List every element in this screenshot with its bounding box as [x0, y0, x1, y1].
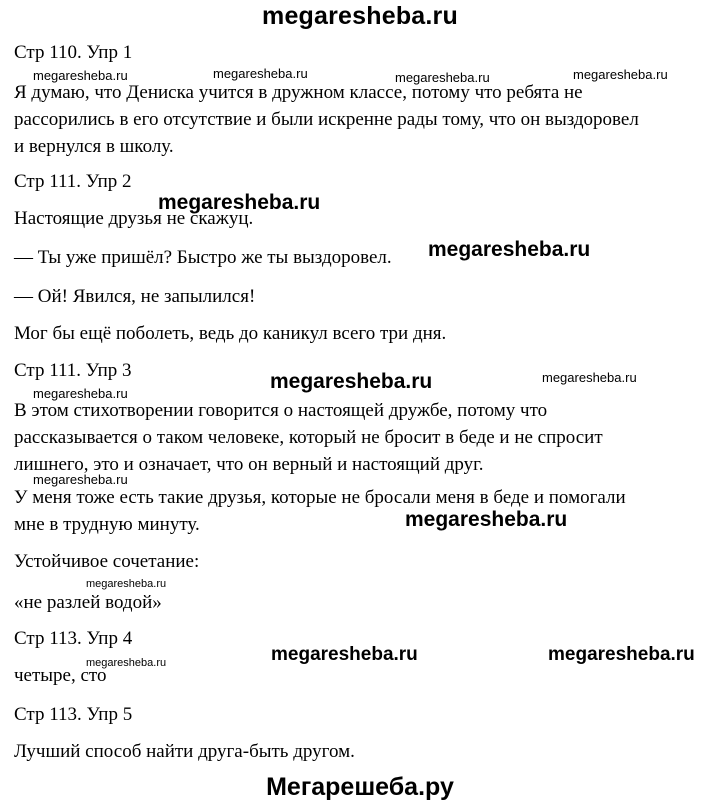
watermark: megaresheba.ru — [548, 644, 695, 665]
paragraph: У меня тоже есть такие друзья, которые не бросали меня в беде и помогали мне в трудную минуту. — [14, 487, 626, 535]
watermark: megaresheba.ru — [33, 68, 128, 83]
watermark: megaresheba.ru — [158, 191, 321, 214]
paragraph: четыре, сто — [14, 665, 107, 686]
watermark: megaresheba.ru — [86, 578, 167, 590]
paragraph: В этом стихотворении говорится о настоящей дружбе, потому что рассказывается о таком человеке, который не бросит в беде и не спросит лишнего, это и означает, что он верный и настоящий друг. — [14, 400, 603, 475]
site-header: megaresheba.ru — [262, 2, 458, 30]
section-heading: Стр 113. Упр 4 — [14, 628, 133, 649]
watermark: megaresheba.ru — [213, 66, 308, 81]
section-heading: Стр 113. Упр 5 — [14, 704, 133, 725]
paragraph: — Ой! Явился, не запылился! — [14, 286, 256, 307]
paragraph: Лучший способ найти друга-быть другом. — [14, 741, 355, 762]
paragraph: «не разлей водой» — [14, 592, 162, 613]
paragraph: Мог бы ещё поболеть, ведь до каникул всего три дня. — [14, 323, 447, 344]
paragraph: — Ты уже пришёл? Быстро же ты выздоровел. — [14, 247, 392, 268]
watermark: megaresheba.ru — [573, 67, 668, 82]
section-heading: Стр 110. Упр 1 — [14, 42, 133, 63]
section-heading: Стр 111. Упр 2 — [14, 171, 132, 192]
site-footer: Мегарешеба.ру — [266, 773, 454, 801]
watermark: megaresheba.ru — [405, 508, 568, 531]
watermark: megaresheba.ru — [395, 70, 490, 85]
paragraph: Устойчивое сочетание: — [14, 551, 200, 572]
watermark: megaresheba.ru — [542, 370, 637, 385]
paragraph: Я думаю, что Дениска учится в дружном классе, потому что ребята не рассорились в его отсутствие и были искренне рады тому, что он выздоровел и вернулся в школу. — [14, 82, 639, 157]
watermark: megaresheba.ru — [86, 657, 167, 669]
watermark: megaresheba.ru — [428, 238, 591, 261]
watermark: megaresheba.ru — [33, 472, 128, 487]
section-heading: Стр 111. Упр 3 — [14, 360, 132, 381]
watermark: megaresheba.ru — [33, 386, 128, 401]
watermark: megaresheba.ru — [271, 644, 418, 665]
watermark: megaresheba.ru — [270, 370, 433, 393]
paragraph: Настоящие друзья не скажуц. — [14, 208, 254, 229]
